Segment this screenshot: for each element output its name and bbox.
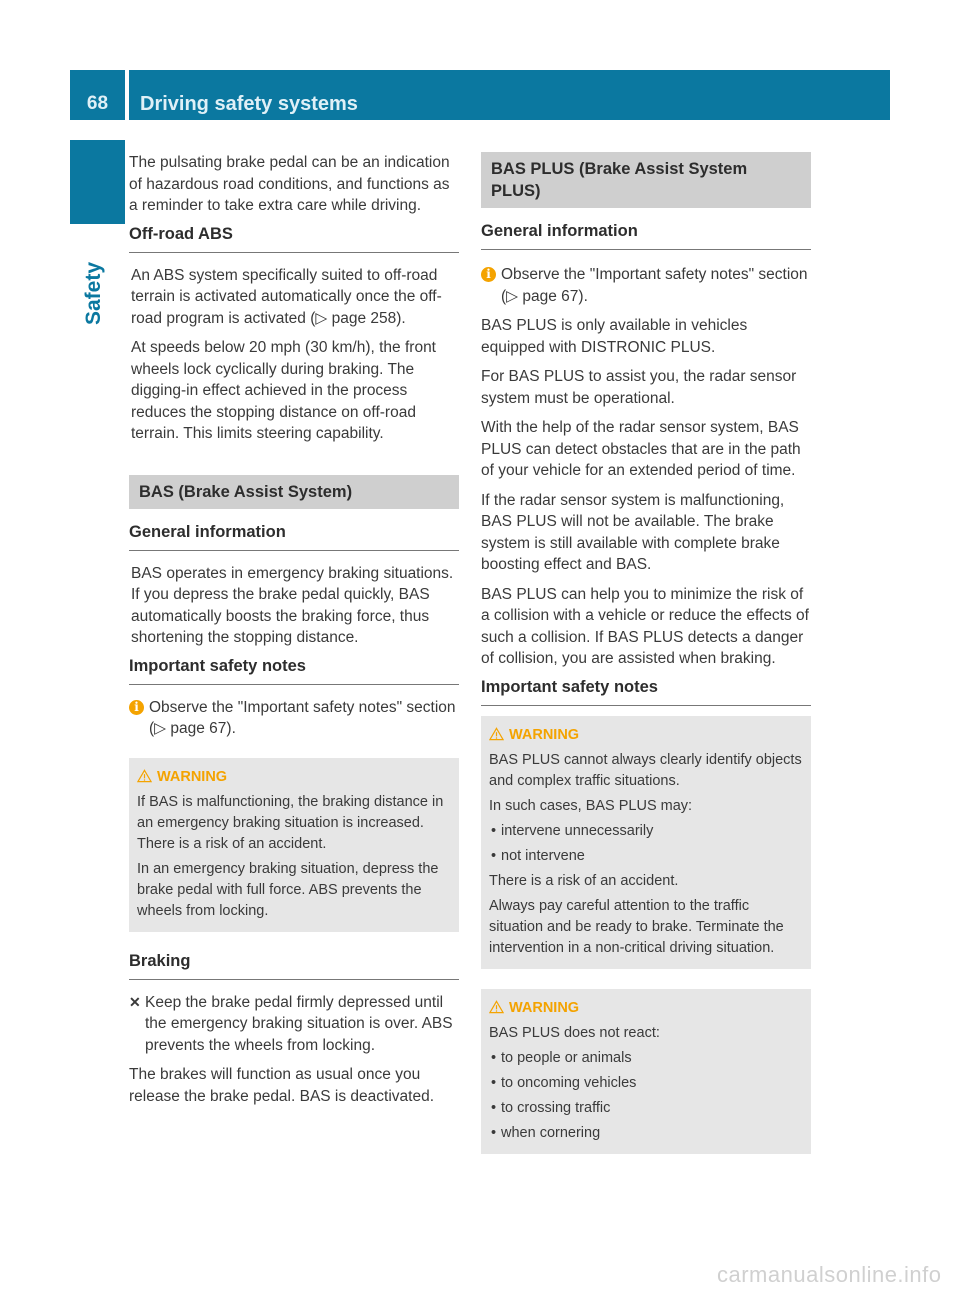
braking-paragraph: The brakes will function as usual once you release the brake pedal. BAS is deactivated. <box>129 1066 435 1105</box>
info-icon: i <box>129 700 144 715</box>
braking-step-text: Keep the brake pedal firmly depressed until the emergency braking situation is over. ABS prevents the wheels from locking. <box>145 993 453 1054</box>
bas-plus-general-info-heading: General information <box>481 222 811 250</box>
warning1-paragraph-1: BAS PLUS cannot always clearly identify objects and complex traffic situations. <box>489 751 802 789</box>
offroad-paragraph-2: At speeds below 20 mph (30 km/h), the front wheels lock cyclically during braking. The digging-in effect achieved in the process reduces the stopping distance on off-road terrain. This limits steering capability. <box>131 339 436 442</box>
bas-plus-safety-notes-heading: Important safety notes <box>481 678 811 706</box>
warning-title: WARNING <box>489 724 803 746</box>
warning1-bullet: • intervene unnecessarily <box>489 821 803 842</box>
warning-triangle-icon <box>489 1000 504 1014</box>
step-arrow-icon: ✕ <box>129 993 141 1010</box>
info-note-text: Observe the "Important safety notes" section (▷ page 67). <box>501 266 808 305</box>
intro-paragraph: The pulsating brake pedal can be an indication of hazardous road conditions, and functions as a reminder to take extra care while driving. <box>129 154 450 214</box>
warning1-bullet: • not intervene <box>489 846 803 867</box>
warning-box-1 <box>481 716 811 969</box>
warning-box <box>129 758 459 932</box>
bas-general-paragraph: BAS operates in emergency braking situations. If you depress the brake pedal quickly, BAS automatically boosts the braking force, thus shortening the stopping distance. <box>131 564 454 646</box>
warning2-paragraph-1: BAS PLUS does not react: <box>489 1024 660 1041</box>
warning2-bullet: • when cornering <box>489 1123 803 1144</box>
warning-title: WARNING <box>489 997 803 1019</box>
bas-section-heading: BAS (Brake Assist System) <box>129 475 459 509</box>
info-note <box>129 697 459 740</box>
bas-plus-paragraph-4: If the radar sensor system is malfunctioning, BAS PLUS will not be available. The brake system is still available with complete brake boosting effect and BAS. <box>481 491 785 573</box>
side-tab-block <box>70 140 125 224</box>
bas-safety-notes-heading: Important safety notes <box>129 657 459 685</box>
warning2-bullet: • to crossing traffic <box>489 1098 803 1119</box>
header-separator <box>125 70 129 120</box>
warning-paragraph-2: In an emergency braking situation, depress the brake pedal with full force. ABS prevents the wheels from locking. <box>137 860 439 919</box>
right-column <box>481 152 811 1174</box>
info-note <box>481 264 811 307</box>
offroad-paragraph-1: An ABS system specifically suited to off-road terrain is activated automatically once the off-road program is activated (▷ page 258). <box>131 266 442 327</box>
side-section-label: Safety <box>82 261 105 325</box>
braking-heading: Braking <box>129 952 459 980</box>
left-column <box>129 152 459 1115</box>
warning2-bullet: • to people or animals <box>489 1048 803 1069</box>
bas-plus-paragraph-2: For BAS PLUS to assist you, the radar sensor system must be operational. <box>481 368 797 407</box>
warning1-paragraph-3: There is a risk of an accident. <box>489 872 679 889</box>
bas-general-info-heading: General information <box>129 523 459 551</box>
info-icon: i <box>481 267 496 282</box>
page-number: 68 <box>86 93 109 114</box>
bas-plus-paragraph-1: BAS PLUS is only available in vehicles equipped with DISTRONIC PLUS. <box>481 317 748 356</box>
bas-plus-paragraph-3: With the help of the radar sensor system, BAS PLUS can detect obstacles that are in the path of your vehicle for an extended period of time. <box>481 419 801 479</box>
warning-paragraph-1: If BAS is malfunctioning, the braking distance in an emergency braking situation is increased. There is a risk of an accident. <box>137 793 444 852</box>
warning-box-2 <box>481 989 811 1154</box>
warning-triangle-icon <box>489 727 504 741</box>
braking-step <box>129 992 459 1057</box>
warning1-paragraph-2: In such cases, BAS PLUS may: <box>489 797 693 814</box>
warning-triangle-icon <box>137 769 152 783</box>
bas-plus-paragraph-5: BAS PLUS can help you to minimize the risk of a collision with a vehicle or reduce the effects of such a collision. If BAS PLUS detects a danger of collision, you are assisted when braking. <box>481 585 809 667</box>
offroad-abs-heading: Off-road ABS <box>129 225 459 253</box>
warning2-bullet: • to oncoming vehicles <box>489 1073 803 1094</box>
warning-title: WARNING <box>137 766 451 788</box>
watermark: carmanualsonline.info <box>717 1262 942 1287</box>
warning1-paragraph-4: Always pay careful attention to the traffic situation and be ready to brake. Terminate the intervention in a non-critical driving situation. <box>489 897 784 956</box>
chapter-title: Driving safety systems <box>140 93 358 115</box>
info-note-text: Observe the "Important safety notes" section (▷ page 67). <box>149 698 456 737</box>
bas-plus-section-heading: BAS PLUS (Brake Assist System PLUS) <box>481 152 811 208</box>
